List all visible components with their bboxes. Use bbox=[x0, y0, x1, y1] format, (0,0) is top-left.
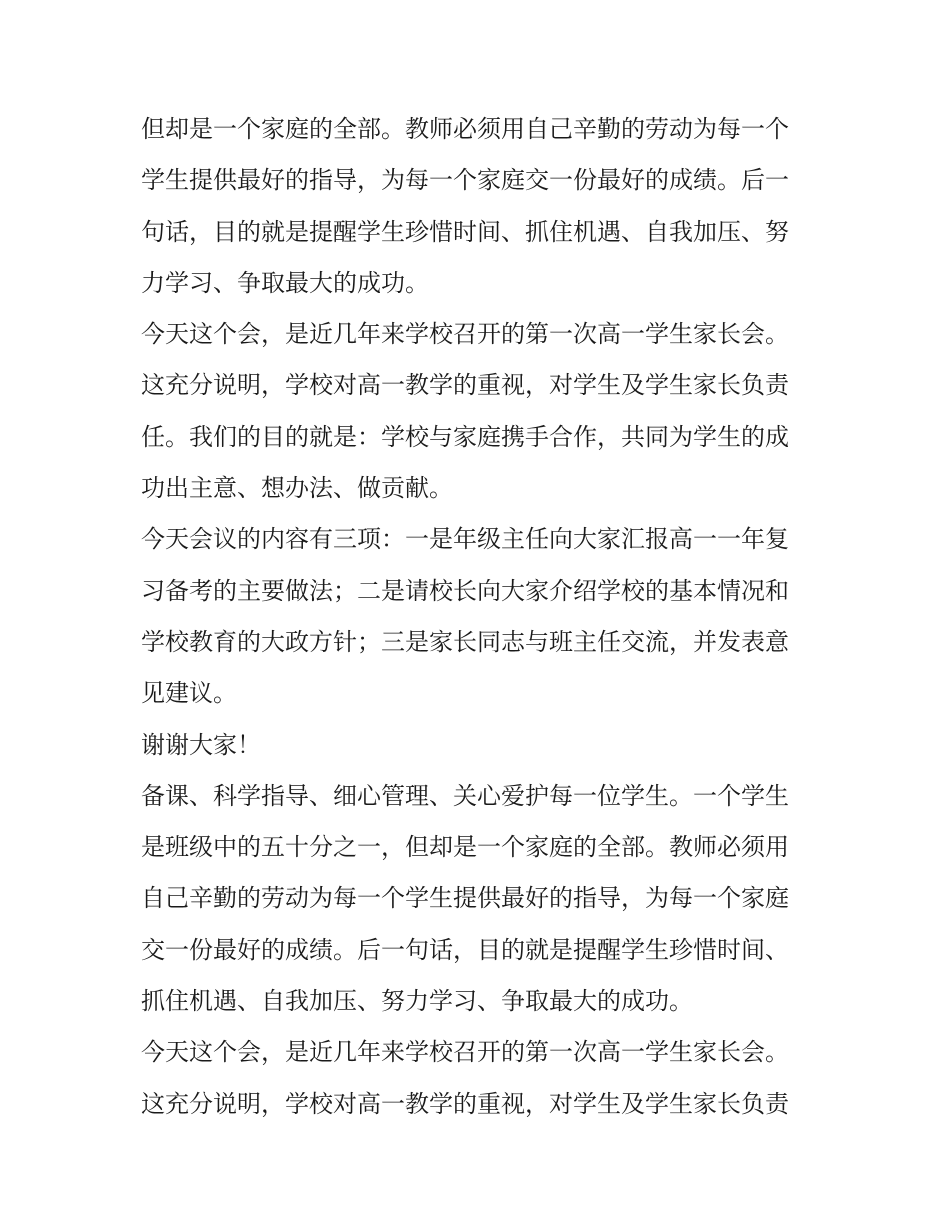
text-line: 习备考的主要做法；二是请校长向大家介绍学校的基本情况和 bbox=[141, 576, 789, 605]
text-line: 自己辛勤的劳动为每一个学生提供最好的指导，为每一个家庭 bbox=[141, 884, 789, 913]
text-line: 学校教育的大政方针；三是家长同志与班主任交流，并发表意 bbox=[141, 627, 789, 656]
text-line: 但却是一个家庭的全部。教师必须用自己辛勤的劳动为每一个 bbox=[141, 115, 789, 143]
text-line: 句话，目的就是提醒学生珍惜时间、抓住机遇、自我加压、努 bbox=[141, 217, 789, 246]
text-line: 力学习、争取最大的成功。 bbox=[141, 268, 429, 297]
document-body bbox=[141, 104, 813, 1130]
text-line: 抓住机遇、自我加压、努力学习、争取最大的成功。 bbox=[141, 987, 693, 1016]
text-line: 这充分说明，学校对高一教学的重视，对学生及学生家长负责 bbox=[141, 371, 789, 400]
text-line: 今天这个会，是近几年来学校召开的第一次高一学生家长会。 bbox=[141, 1038, 789, 1067]
text-line: 功出主意、想办法、做贡献。 bbox=[141, 474, 453, 503]
text-line: 见建议。 bbox=[141, 679, 237, 708]
text-line: 今天会议的内容有三项：一是年级主任向大家汇报高一一年复 bbox=[141, 525, 789, 554]
text-line: 任。我们的目的就是：学校与家庭携手合作，共同为学生的成 bbox=[141, 422, 789, 451]
text-line: 交一份最好的成绩。后一句话，目的就是提醒学生珍惜时间、 bbox=[141, 935, 789, 964]
text-line: 这充分说明，学校对高一教学的重视，对学生及学生家长负责 bbox=[141, 1089, 789, 1118]
text-line: 备课、科学指导、细心管理、关心爱护每一位学生。一个学生 bbox=[141, 781, 789, 810]
text-line: 学生提供最好的指导，为每一个家庭交一份最好的成绩。后一 bbox=[141, 166, 789, 195]
text-line: 谢谢大家！ bbox=[141, 730, 261, 759]
text-line: 是班级中的五十分之一，但却是一个家庭的全部。教师必须用 bbox=[141, 833, 789, 862]
text-line: 今天这个会，是近几年来学校召开的第一次高一学生家长会。 bbox=[141, 320, 789, 349]
